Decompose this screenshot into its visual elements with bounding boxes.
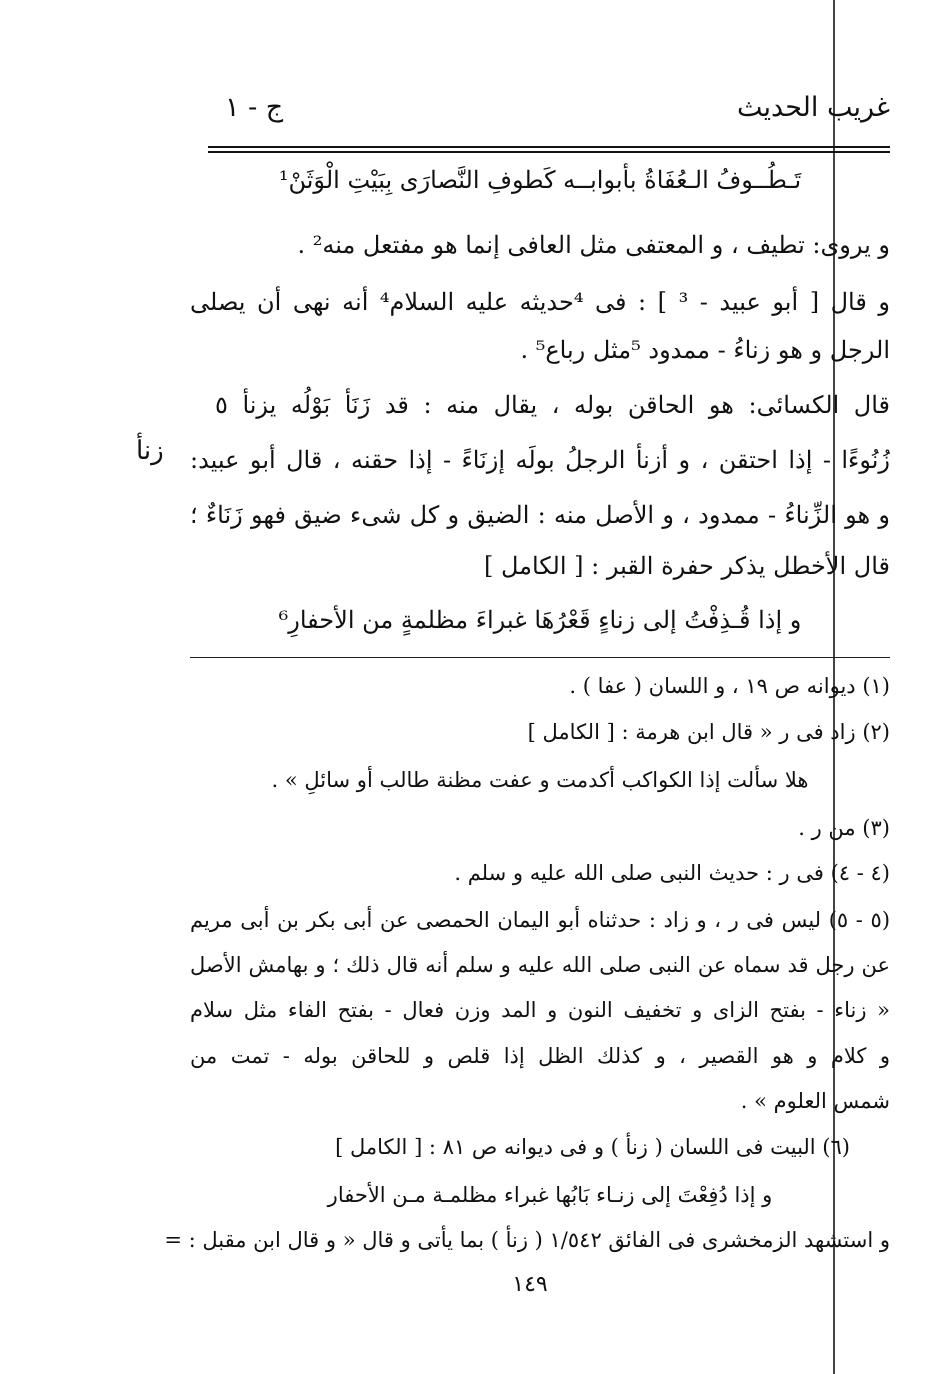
margin-note: زنأ [136, 436, 164, 466]
page-number: ١٤٩ [512, 1272, 548, 1297]
body-line: و يروى: تطيف ، و المعتفى مثل العافى إنما هو مفتعل منه² . [297, 231, 890, 259]
footnote-line: (٤ - ٤) فى ر : حديث النبى صلى الله عليه و سلم . [454, 861, 890, 885]
volume-number: ج - ١ [225, 92, 284, 123]
footnote-rule [190, 657, 890, 658]
footnote-line: (١) ديوانه ص ١٩ ، و اللسان ( عفا ) . [569, 674, 890, 698]
running-title: غريب الحديث [737, 92, 890, 123]
running-header [205, 92, 890, 138]
footnote-line: (٥ - ٥) ليس فى ر ، و زاد : حدثناه أبو اليمان الحمصى عن أبى بكر بن أبى مريم [190, 908, 891, 932]
verse-line: و إذا قُـذِفْتُ إلى زناءٍ قَعْرُهَا غبراءَ مظلمةٍ من الأحفارِ⁶ [278, 606, 802, 634]
footnote-line: (٦) البيت فى اللسان ( زنأ ) و فى ديوانه ص ٨١ : [ الكامل ] [335, 1135, 850, 1159]
footnote-line: (٢) زاد فى ر « قال ابن هرمة : [ الكامل ] [527, 720, 890, 744]
body-line: قال الكسائى: هو الحاقن بوله ، يقال منه : قد زَنَأ بَوْلُه يزنأ ٥ [215, 391, 890, 419]
body-line: و قال [ أبو عبيد - ³ ] : فى ⁴حديثه عليه السلام⁴ أنه نهى أن يصلى [190, 288, 890, 316]
footnote-line: شمس العلوم » . [740, 1089, 890, 1113]
body-line: قال الأخطل يذكر حفرة القبر : [ الكامل ] [483, 552, 890, 580]
header-rule-top [208, 146, 890, 148]
footnote-line: (٣) من ر . [798, 816, 890, 840]
footnote-line: هلا سألت إذا الكواكب أكدمت و عفت مظنة طالب أو سائلِ » . [271, 768, 809, 792]
body-line: زُنُوءًا - إذا احتقن ، و أزنأ الرجلُ بولَه إزنَاءً - إذا حقنه ، قال أبو عبيد: [190, 446, 890, 474]
footnote-line: و استشهد الزمخشرى فى الفائق ١/٥٤٢ ( زنأ ) بما يأتى و قال « و قال ابن مقبل : = [164, 1228, 890, 1252]
body-line: الرجل و هو زناءُ - ممدود ⁵مثل رباع⁵ . [520, 336, 890, 364]
verse-line: تَـطُــوفُ الـعُفَاةُ بأبوابــه كَطوفِ النَّصارَى بِبَيْتِ الْوَثَنْ¹ [278, 166, 802, 194]
body-line: و هو الزِّناءُ - ممدود ، و الأصل منه : الضيق و كل شىء ضيق فهو زَنَاءٌ ؛ [190, 501, 890, 529]
header-rule-bottom [208, 151, 890, 153]
footnote-line: « زناء - بفتح الزاى و تخفيف النون و المد وزن فعال - بفتح الفاء مثل سلام [190, 998, 890, 1022]
footnote-line: عن رجل قد سماه عن النبى صلى الله عليه و سلم أنه قال ذلك ؛ و بهامش الأصل [190, 953, 890, 977]
footnote-line: و كلام و هو القصير ، و كذلك الظل إذا قلص و للحاقن بوله - تمت من [190, 1044, 890, 1068]
footnote-line: و إذا دُفِعْتَ إلى زنـاء بَابُها غبراء مظلمـة مـن الأحفار [327, 1183, 773, 1207]
